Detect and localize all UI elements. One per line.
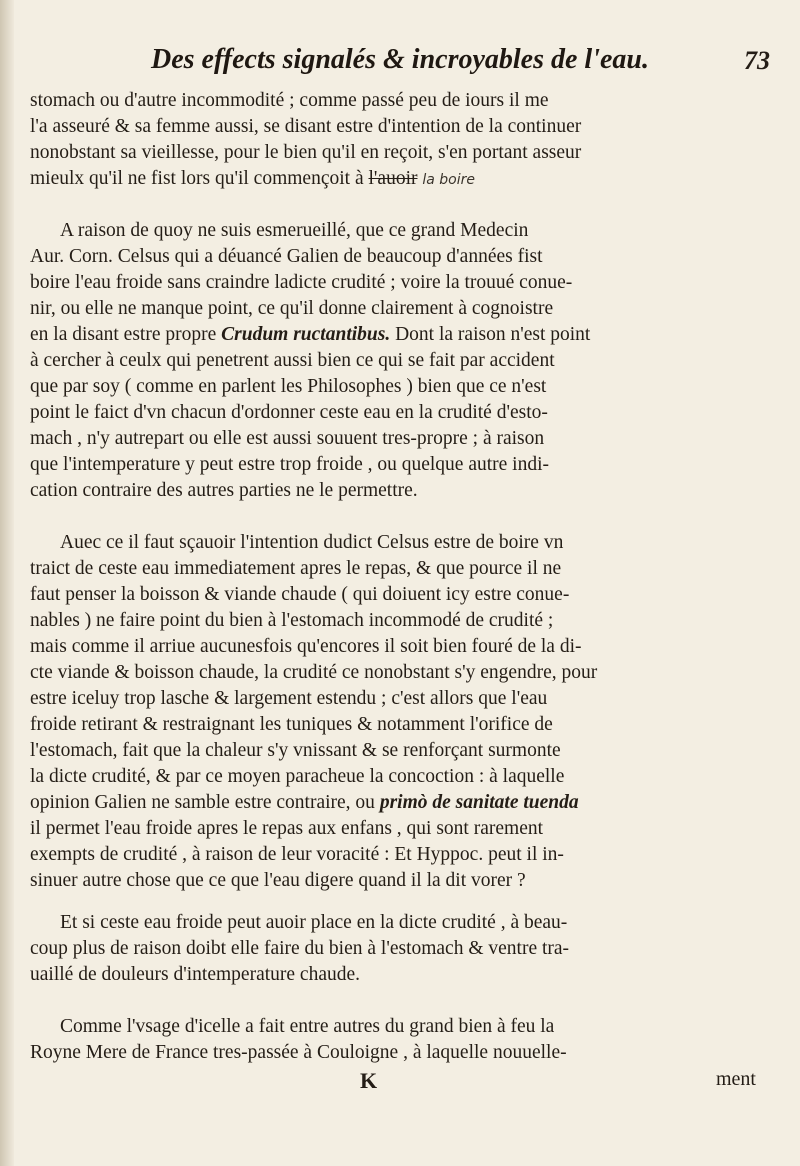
text-line: A raison de quoy ne suis esmerueillé, que ce grand Medecin (60, 220, 529, 241)
text-line: mach , n'y autrepart ou elle est aussi souuent tres-propre ; à raison (30, 428, 545, 449)
running-title: Des effects signalés & incroyables de l'eau. (151, 44, 649, 75)
text-line: estre iceluy trop lasche & largement estendu ; c'est allors que l'eau (30, 688, 548, 709)
text-line (30, 166, 760, 192)
margin-note: Aur. Corn. (30, 246, 113, 267)
binding-edge (0, 0, 14, 1166)
text-line: stomach ou d'autre incommodité ; comme passé peu de iours il me (30, 90, 549, 111)
page-number: 73 (744, 46, 770, 75)
text-line: nables ) ne faire point du bien à l'estomach incommodé de crudité ; (30, 610, 554, 631)
text-line: uaillé de douleurs d'intemperature chaude. (30, 964, 361, 985)
text-line: nir, ou elle ne manque point, ce qu'il donne clairement à cognoistre (30, 298, 554, 319)
text-line: cte viande & boisson chaude, la crudité ce nonobstant s'y engendre, pour (30, 662, 598, 683)
text-line: traict de ceste eau immediatement apres le repas, & que pource il ne (30, 558, 562, 579)
text-line: cation contraire des autres parties ne le permettre. (30, 480, 418, 501)
latin-phrase: primò de sanitate tuenda (379, 792, 579, 813)
body-text (30, 88, 760, 1066)
text-line: il permet l'eau froide apres le repas aux enfans , qui sont rarement (30, 818, 544, 839)
text-line: froide retirant & restraignant les tuniques & notamment l'orifice de (30, 714, 553, 735)
text-line: Royne Mere de France tres-passée à Couloigne , à laquelle nouuelle- (30, 1042, 567, 1063)
text-line: coup plus de raison doibt elle faire du bien à l'estomach & ventre tra- (30, 938, 570, 959)
text-line: l'a asseuré & sa femme aussi, se disant estre d'intention de la continuer (30, 116, 582, 137)
text-line: mais comme il arriue aucunesfois qu'encores il soit bien fouré de la di- (30, 636, 582, 657)
text-line: que l'intemperature y peut estre trop froide , ou quelque autre indi- (30, 454, 549, 475)
text-line: Auec ce il faut sçauoir l'intention dudict Celsus estre de boire vn (60, 532, 564, 553)
text-line (30, 244, 760, 270)
text-line: faut penser la boisson & viande chaude ( qui doiuent icy estre conue- (30, 584, 570, 605)
text-line: Et si ceste eau froide peut auoir place en la dicte crudité , à beau- (60, 912, 568, 933)
text-line: point le faict d'vn chacun d'ordonner ceste eau en la crudité d'esto- (30, 402, 548, 423)
catchword: ment (716, 1068, 756, 1090)
paragraph-gap (30, 988, 760, 1014)
latin-phrase: Crudum ructantibus. (221, 324, 391, 345)
text-line: sinuer autre chose que ce que l'eau digere quand il la dit vorer ? (30, 870, 526, 891)
text-line: boire l'eau froide sans craindre ladicte crudité ; voire la trouué conue- (30, 272, 573, 293)
running-head (30, 40, 770, 80)
text-line: la dicte crudité, & par ce moyen paracheue la concoction : à laquelle (30, 766, 565, 787)
signature-mark: K (360, 1068, 378, 1093)
text-line: exempts de crudité , à raison de leur voracité : Et Hyppoc. peut il in- (30, 844, 564, 865)
text-line: nonobstant sa vieillesse, pour le bien qu'il en reçoit, s'en portant asseur (30, 142, 582, 163)
text-line (30, 790, 760, 816)
line-text: mieulx qu'il ne fist lors qu'il commençoit à (30, 168, 364, 189)
text-line: à cercher à ceulx qui penetrent aussi bien ce qui se fait par accident (30, 350, 555, 371)
struck-word: l'auoir (368, 168, 418, 189)
line-text: Dont la raison n'est point (395, 324, 591, 345)
line-text: opinion Galien ne samble estre contraire, ou (30, 792, 375, 813)
text-line: l'estomach, fait que la chaleur s'y vnissant & se renforçant surmonte (30, 740, 561, 761)
line-text: en la disant estre propre (30, 324, 217, 345)
paragraph-gap (30, 894, 760, 910)
paragraph-gap (30, 192, 760, 218)
handwritten-correction: la boire (422, 172, 475, 188)
text-line: que par soy ( comme en parlent les Philosophes ) bien que ce n'est (30, 376, 547, 397)
text-line (30, 322, 760, 348)
paragraph-gap (30, 504, 760, 530)
line-text: Celsus qui a déuancé Galien de beaucoup d'années fist (117, 246, 543, 267)
text-line: Comme l'vsage d'icelle a fait entre autres du grand bien à feu la (60, 1016, 555, 1037)
